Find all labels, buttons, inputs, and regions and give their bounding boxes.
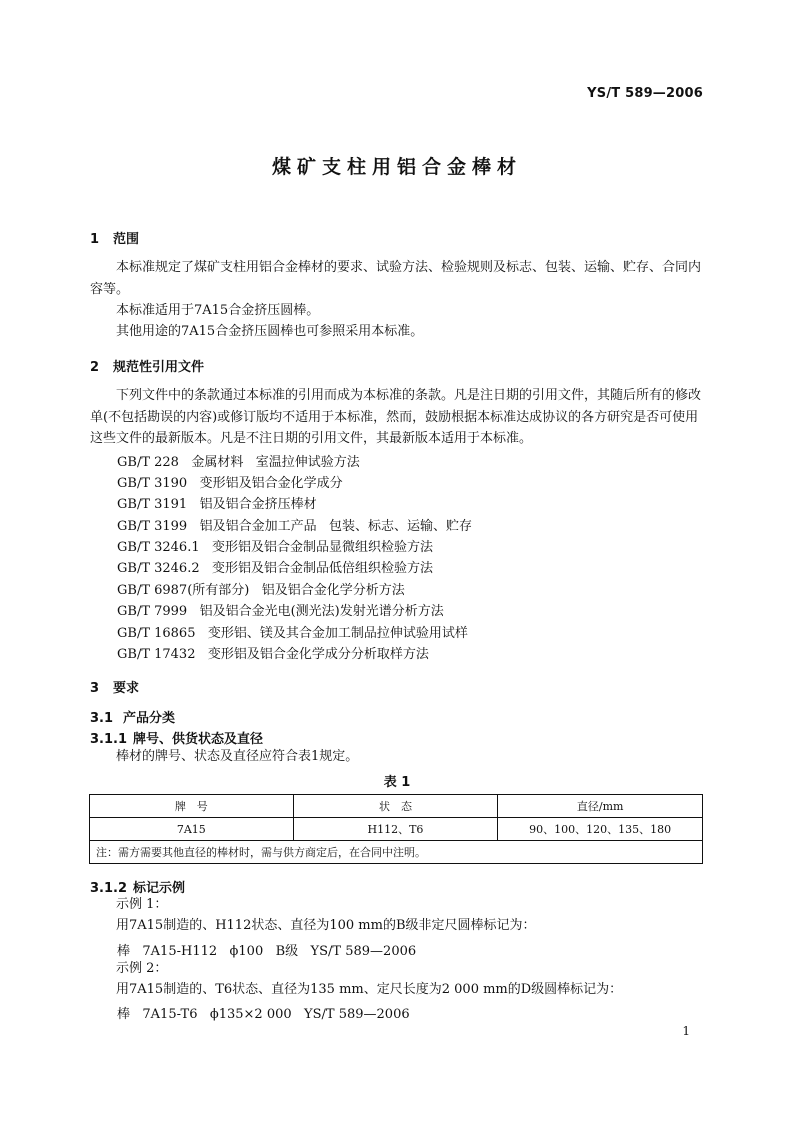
cell-temper: H112、T6: [293, 818, 498, 841]
section-number: 3: [90, 681, 100, 696]
section-number: 2: [90, 360, 100, 375]
scope-paragraph-2: 本标准适用于7A15合金挤压圆棒。: [116, 303, 320, 318]
section-title: 标记示例: [133, 881, 186, 896]
section-title: 牌号、供货状态及直径: [133, 732, 264, 747]
header-temper: 状 态: [293, 795, 498, 818]
cell-diameter: 90、100、120、135、180: [498, 818, 703, 841]
section-number: 3.1: [90, 711, 114, 726]
example-2-label: 示例 2：: [116, 961, 168, 976]
example-2-mark: 棒 7A15-T6 ϕ135×2 000 YS/T 589—2006: [117, 1007, 410, 1022]
references-intro: 下列文件中的条款通过本标准的引用而成为本标准的条款。凡是注日期的引用文件，其随后所有的修改单(不包括勘误的内容)或修订版均不适用于本标准，然而，鼓励根据本标准达成协议的各方研究是否可使用这些文件的最新版本。凡是不注日期的引用文件，其最新版本适用于本标准。: [90, 388, 702, 446]
page-number: 1: [682, 1024, 690, 1038]
example-1-label: 示例 1：: [116, 897, 168, 912]
section-3-1-heading: [90, 707, 175, 726]
section-title: 范围: [113, 232, 140, 247]
section-number: 3.1.1: [90, 732, 128, 747]
example-1-text: 用7A15制造的、H112状态、直径为100 mm的B级非定尺圆棒标记为：: [116, 918, 536, 933]
scope-paragraph-1: 本标准规定了煤矿支柱用铝合金棒材的要求、试验方法、检验规则及标志、包装、运输、贮存、合同内容等。: [90, 260, 702, 297]
document-title: 煤矿支柱用铝合金棒材: [271, 156, 522, 178]
section-1-heading: [90, 228, 139, 247]
section-title: 要求: [113, 681, 140, 696]
table-note-row: [90, 841, 703, 864]
standard-number: YS/T 589—2006: [587, 86, 703, 101]
reference-item: GB/T 3199 铝及铝合金加工产品 包装、标志、运输、贮存: [117, 519, 472, 534]
reference-item: GB/T 3190 变形铝及铝合金化学成分: [117, 476, 343, 491]
reference-item: GB/T 17432 变形铝及铝合金化学成分分析取样方法: [117, 647, 429, 662]
example-2-text: 用7A15制造的、T6状态、直径为135 mm、定尺长度为2 000 mm的D级圆棒标记为：: [116, 982, 623, 997]
reference-item: GB/T 7999 铝及铝合金光电(测光法)发射光谱分析方法: [117, 604, 444, 619]
scope-paragraph-3: 其他用途的7A15合金挤压圆棒也可参照采用本标准。: [116, 324, 424, 339]
table-row: [90, 818, 703, 841]
example-1-mark: 棒 7A15-H112 ϕ100 B级 YS/T 589—2006: [117, 944, 417, 959]
header-diameter: 直径/mm: [498, 795, 703, 818]
cell-grade: 7A15: [90, 818, 294, 841]
table-note: 注：需方需要其他直径的棒材时，需与供方商定后，在合同中注明。: [90, 841, 703, 864]
section-number: 1: [90, 232, 100, 247]
section-3-1-1-heading: [90, 728, 263, 747]
spec-table: [89, 794, 703, 864]
section-title: 产品分类: [123, 711, 176, 726]
header-grade: 牌 号: [90, 795, 294, 818]
reference-item: GB/T 6987(所有部分) 铝及铝合金化学分析方法: [117, 583, 405, 598]
section-title: 规范性引用文件: [113, 360, 205, 375]
section-3-heading: [90, 677, 139, 696]
reference-item: GB/T 228 金属材料 室温拉伸试验方法: [117, 455, 360, 470]
section-number: 3.1.2: [90, 881, 128, 896]
reference-item: GB/T 3246.2 变形铝及铝合金制品低倍组织检验方法: [117, 561, 434, 576]
reference-item: GB/T 16865 变形铝、镁及其合金加工制品拉伸试验用试样: [117, 626, 468, 641]
reference-item: GB/T 3246.1 变形铝及铝合金制品显微组织检验方法: [117, 540, 434, 555]
table-header-row: [90, 795, 703, 818]
section-2-heading: [90, 356, 204, 375]
reference-item: GB/T 3191 铝及铝合金挤压棒材: [117, 497, 317, 512]
table-caption: 表 1: [383, 775, 411, 790]
table-intro: 棒材的牌号、状态及直径应符合表1规定。: [116, 749, 359, 764]
